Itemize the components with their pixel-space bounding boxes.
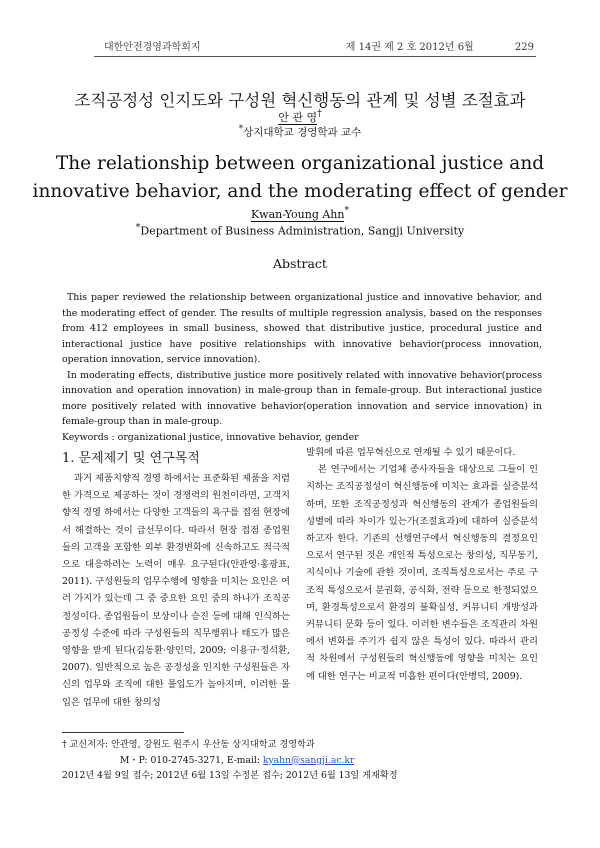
page-number: 229 — [514, 42, 534, 53]
right-column — [306, 444, 538, 685]
korean-title: 조직공정성 인지도와 구성원 혁신행동의 관계 및 성별 조절효과 — [74, 91, 526, 110]
abstract-paragraph-2: In moderating effects, distributive justice more positively related with innovative behavior(process innovation and operation innovation) in male-group than in female-group. But interactional justice more positively related with innovative behavior(operation innovation and service innovation) in female-group than in male-group. — [62, 369, 542, 427]
email-link[interactable]: kyahn@sangji.ac.kr — [262, 754, 355, 766]
korean-affiliation-text: 상지대학교 경영학과 교수 — [243, 126, 362, 139]
left-column-paragraph: 과거 제품지향적 경영 하에서는 표준화된 제품을 저렴한 가격으로 제공하는 것이 경쟁력의 원천이라면, 고객지향적 경영 하에서는 다양한 고객들의 욕구를 접점 현장에서 해결하는 것이 급선무이다. 따라서 현장 접점 종업원들의 고객을 포함한 외부 환경변화에 신속하고도 적극적으로 대응하려는 노력이 매우 요구된다(안관영·홍광표, 2011). 구성원들의 업무수행에 영향을 미치는 요인은 여러 가지가 있는데 그 중 중요한 요인 중의 하나가 조직공정성이다. 종업원들이 보상이나 승진 등에 대해 인식하는 공정성 수준에 따라 구성원들의 직무행위나 태도가 많은 영향을 받게 된다(김동환·양인덕, 2009; 이용규·정석환, 2007). 일반적으로 높은 공정성을 인지한 구성원들은 자신의 업무와 조직에 대한 몰입도가 높아지며, 이러한 몰입은 업무에 대한 창의성 — [62, 473, 290, 708]
korean-author — [0, 108, 600, 125]
english-title: The relationship between organizational justice and innovative behavior, and the moderating effect of gender — [32, 153, 568, 202]
footnote — [62, 737, 398, 784]
journal-name: 대한안전경영과학회지 — [104, 42, 201, 53]
english-author — [0, 205, 600, 221]
abstract-body — [62, 290, 542, 445]
volume-issue-date: 제 14권 제 2 호 2012년 6월 — [345, 42, 474, 53]
footnote-rule — [62, 732, 184, 733]
english-affiliation-text: Department of Business Administration, Sangji University — [140, 224, 465, 238]
english-affiliation — [0, 222, 600, 238]
english-affiliation-mark: * — [135, 222, 141, 233]
header-right — [340, 38, 534, 53]
korean-affiliation-mark: * — [238, 124, 244, 134]
running-header — [94, 36, 536, 57]
korean-affiliation — [0, 124, 600, 140]
keywords: Keywords : organizational justice, innovative behavior, gender — [62, 431, 359, 443]
corresponding-author: 교신저자: 안관영, 강원도 원주시 우산동 상지대학교 경영학과 — [69, 739, 315, 750]
right-column-paragraph: 본 연구에서는 기업체 종사자들을 대상으로 그들이 인지하는 조직공정성이 혁신행동에 미치는 효과를 실증분석하며, 또한 조직공정성과 혁신행동의 관계가 종업원들의 성별에 따라 차이가 있는가(조절효과)에 대하여 실증분석하고자 한다. 기존의 선행연구에서 혁신행동의 결정요인으로서 연구된 것은 개인적 특성으로는 창의성, 직무동기, 지식이나 기술에 관한 것이며, 조직특성으로서는 주로 구조적 특성으로서 분권화, 공식화, 전략 등으로 한정되었으며, 환경특성으로서 환경의 불확실성, 커뮤니티 개방성과 커뮤니티 문화 등이 있다. 이러한 변수들은 조직관리 차원에서 변화를 주기가 쉽지 않은 특성이 있다. 따라서 관리적 차원에서 구성원들의 혁신행동에 영향을 미치는 요인에 대한 연구는 비교적 미흡한 편이다(안병덕, 2009). — [306, 464, 538, 682]
submission-dates: 2012년 4월 9일 접수; 2012년 6월 13일 수정본 접수; 2012년 6월 13일 게재확정 — [62, 770, 398, 782]
english-author-mark: * — [344, 205, 350, 216]
footnote-mark: † — [62, 739, 67, 750]
abstract-heading: Abstract — [273, 256, 327, 271]
english-author-name: Kwan-Young Ahn — [250, 207, 345, 221]
section-heading: 1. 문제제기 및 연구목적 — [62, 451, 200, 466]
contact-line — [62, 753, 398, 769]
right-column-continuation: 발휘에 따른 업무혁신으로 연계될 수 있기 때문이다. — [306, 447, 516, 458]
left-column — [62, 470, 290, 711]
abstract-paragraph-1: This paper reviewed the relationship between organizational justice and innovative behavior, and the moderating effect of gender. The results of multiple regression analysis, based on the responses from 412 employees in small business, showed that distributive justice, procedural justice and interactional justice have positive relationships with innovative behavior(process innovation, operation innovation, service innovation). — [62, 292, 542, 365]
phone: M・P: 010-2745-3271, E-mail: — [120, 754, 263, 766]
korean-author-name: 안 관 영 — [278, 110, 318, 124]
korean-author-mark: † — [317, 108, 322, 119]
